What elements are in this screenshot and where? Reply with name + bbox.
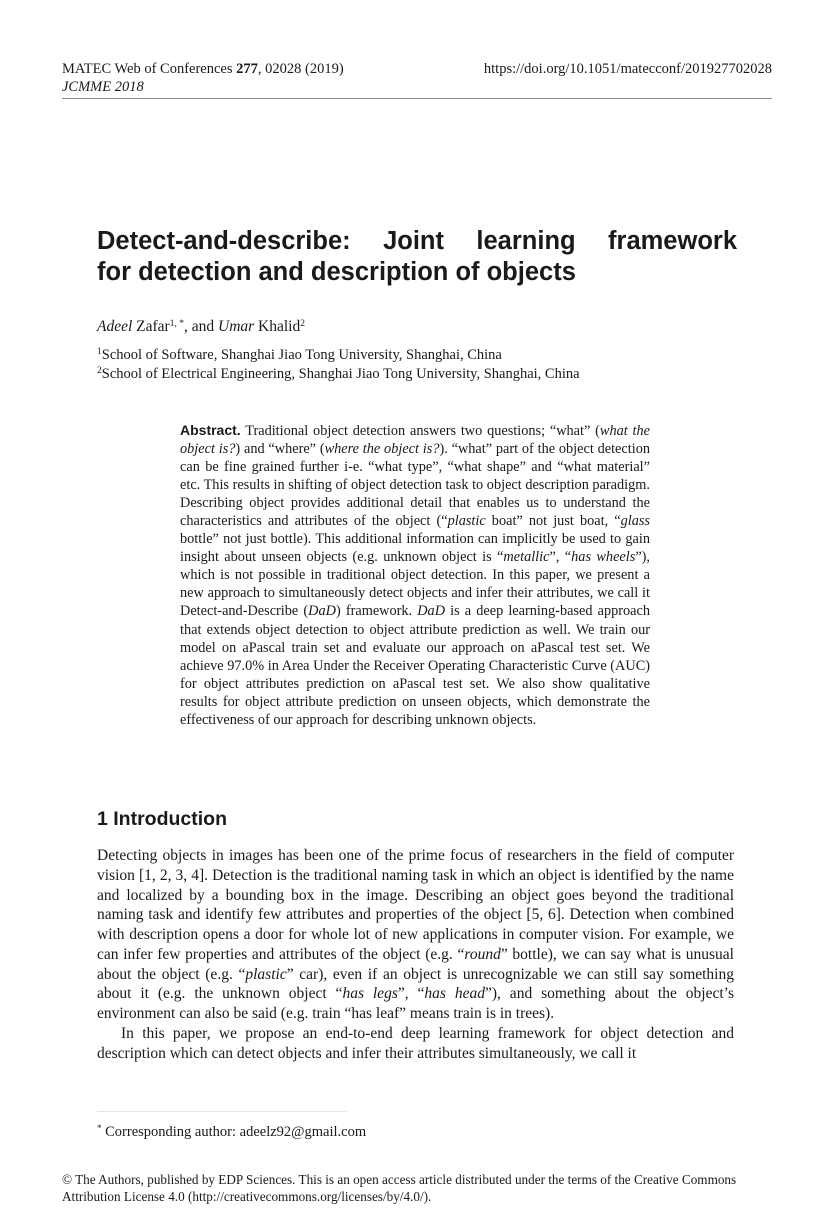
conference-name: JCMME 2018: [62, 79, 144, 95]
abstract: Abstract. Traditional object detection answers two questions; “what” (what the object is?) and “where” (where the object is?). “what” part of the object detection can be fine grained further i-e. “what type”, “what shape” and “what material” etc. This results in shifting of object detection task to object description paradigm. Describing object provides additional detail that enables us to understand the characteristics and attributes of the object (“plastic boat” not just boat, “glass bottle” not just bottle). This additional information can implicitly be used to gain insight about unseen objects (e.g. unknown object is “metallic”, “has wheels”), which is not possible in traditional object detection. In this paper, we present a new approach to simultaneously detect objects and infer their attributes, we call it Detect-and-Describe (DaD) framework. DaD is a deep learning-based approach that extends object detection to object attribute prediction as well. We train our model on aPascal train set and evaluate our approach on aPascal test set. We achieve 97.0% in Area Under the Receiver Operating Characteristic Curve (AUC) for object attributes prediction on aPascal test set. We also show qualitative results for object attribute prediction on unseen objects, which demonstrate the effectiveness of our approach for describing unknown objects.: [180, 422, 650, 728]
copyright-line-2: Attribution License 4.0 (http://creativecommons.org/licenses/by/4.0/).: [62, 1189, 432, 1204]
footnote-mark: *: [97, 1123, 102, 1133]
running-header-left: [62, 60, 344, 96]
section-heading-introduction: 1 Introduction: [97, 808, 227, 830]
footnote-text: Corresponding author: adeelz92@gmail.com: [101, 1124, 367, 1140]
copyright-notice: [62, 1171, 772, 1205]
title-line-2: for detection and description of objects: [97, 258, 576, 286]
author-2-last: Khalid: [254, 318, 301, 335]
doi-link[interactable]: https://doi.org/10.1051/matecconf/201927702028: [483, 61, 772, 77]
footnote-divider: [97, 1111, 347, 1112]
author-2-affiliation-mark: 2: [300, 319, 305, 329]
affiliations: [97, 346, 580, 383]
author-1-last: Zafar: [132, 318, 170, 335]
intro-paragraph-1: Detecting objects in images has been one of the prime focus of researchers in the field of computer vision [1, 2, 3, 4]. Detection is the traditional naming task in which an object is identified by the name and localized by a bounding box in the image. Describing an object goes beyond the traditional naming task and identify few attributes and properties of the object [5, 6]. Detection when combined with description opens a door for whole lot of new applications in computer vision. For example, we can infer few properties and attributes of the object (e.g. “round” bottle), we can say what is unusual about the object (e.g. “plastic” car), even if an object is unrecognizable we can still say something about it (e.g. the unknown object “has legs”, “has head”), and something about the object’s environment can also be said (e.g. train “has leaf” means train is in trees).: [97, 847, 734, 1022]
paper-title: [97, 226, 737, 288]
copyright-line-1: © The Authors, published by EDP Sciences. This is an open access article distributed under the terms of the Creative Commons: [62, 1172, 737, 1187]
affiliation-1: $^1$School of Software, Shanghai Jiao Tong University, Shanghai, China: [97, 347, 502, 363]
intro-paragraph-2: In this paper, we propose an end-to-end deep learning framework for object detection and description which can detect objects and infer their attributes simultaneously, we call it: [97, 1024, 734, 1062]
author-1-first: Adeel: [97, 318, 133, 335]
affiliation-2: $^2$School of Electrical Engineering, Shanghai Jiao Tong University, Shanghai, China: [97, 365, 580, 382]
volume-number: 277: [236, 61, 258, 77]
author-list: Adeel Zafar$^{1, *}$, and Umar Khalid$^2$: [97, 318, 305, 335]
abstract-label: Abstract.: [180, 422, 241, 438]
footnote: [97, 1123, 366, 1141]
title-line-1: Detect-and-describe: Joint learning framework: [97, 227, 737, 255]
author-2-first: Umar: [218, 318, 255, 335]
header-divider: [62, 98, 772, 99]
introduction-body: [97, 846, 734, 1063]
journal-citation: MATEC Web of Conferences 277, 02028 (2019): [62, 61, 344, 77]
author-1-affiliation-mark: 1, *: [169, 319, 184, 329]
